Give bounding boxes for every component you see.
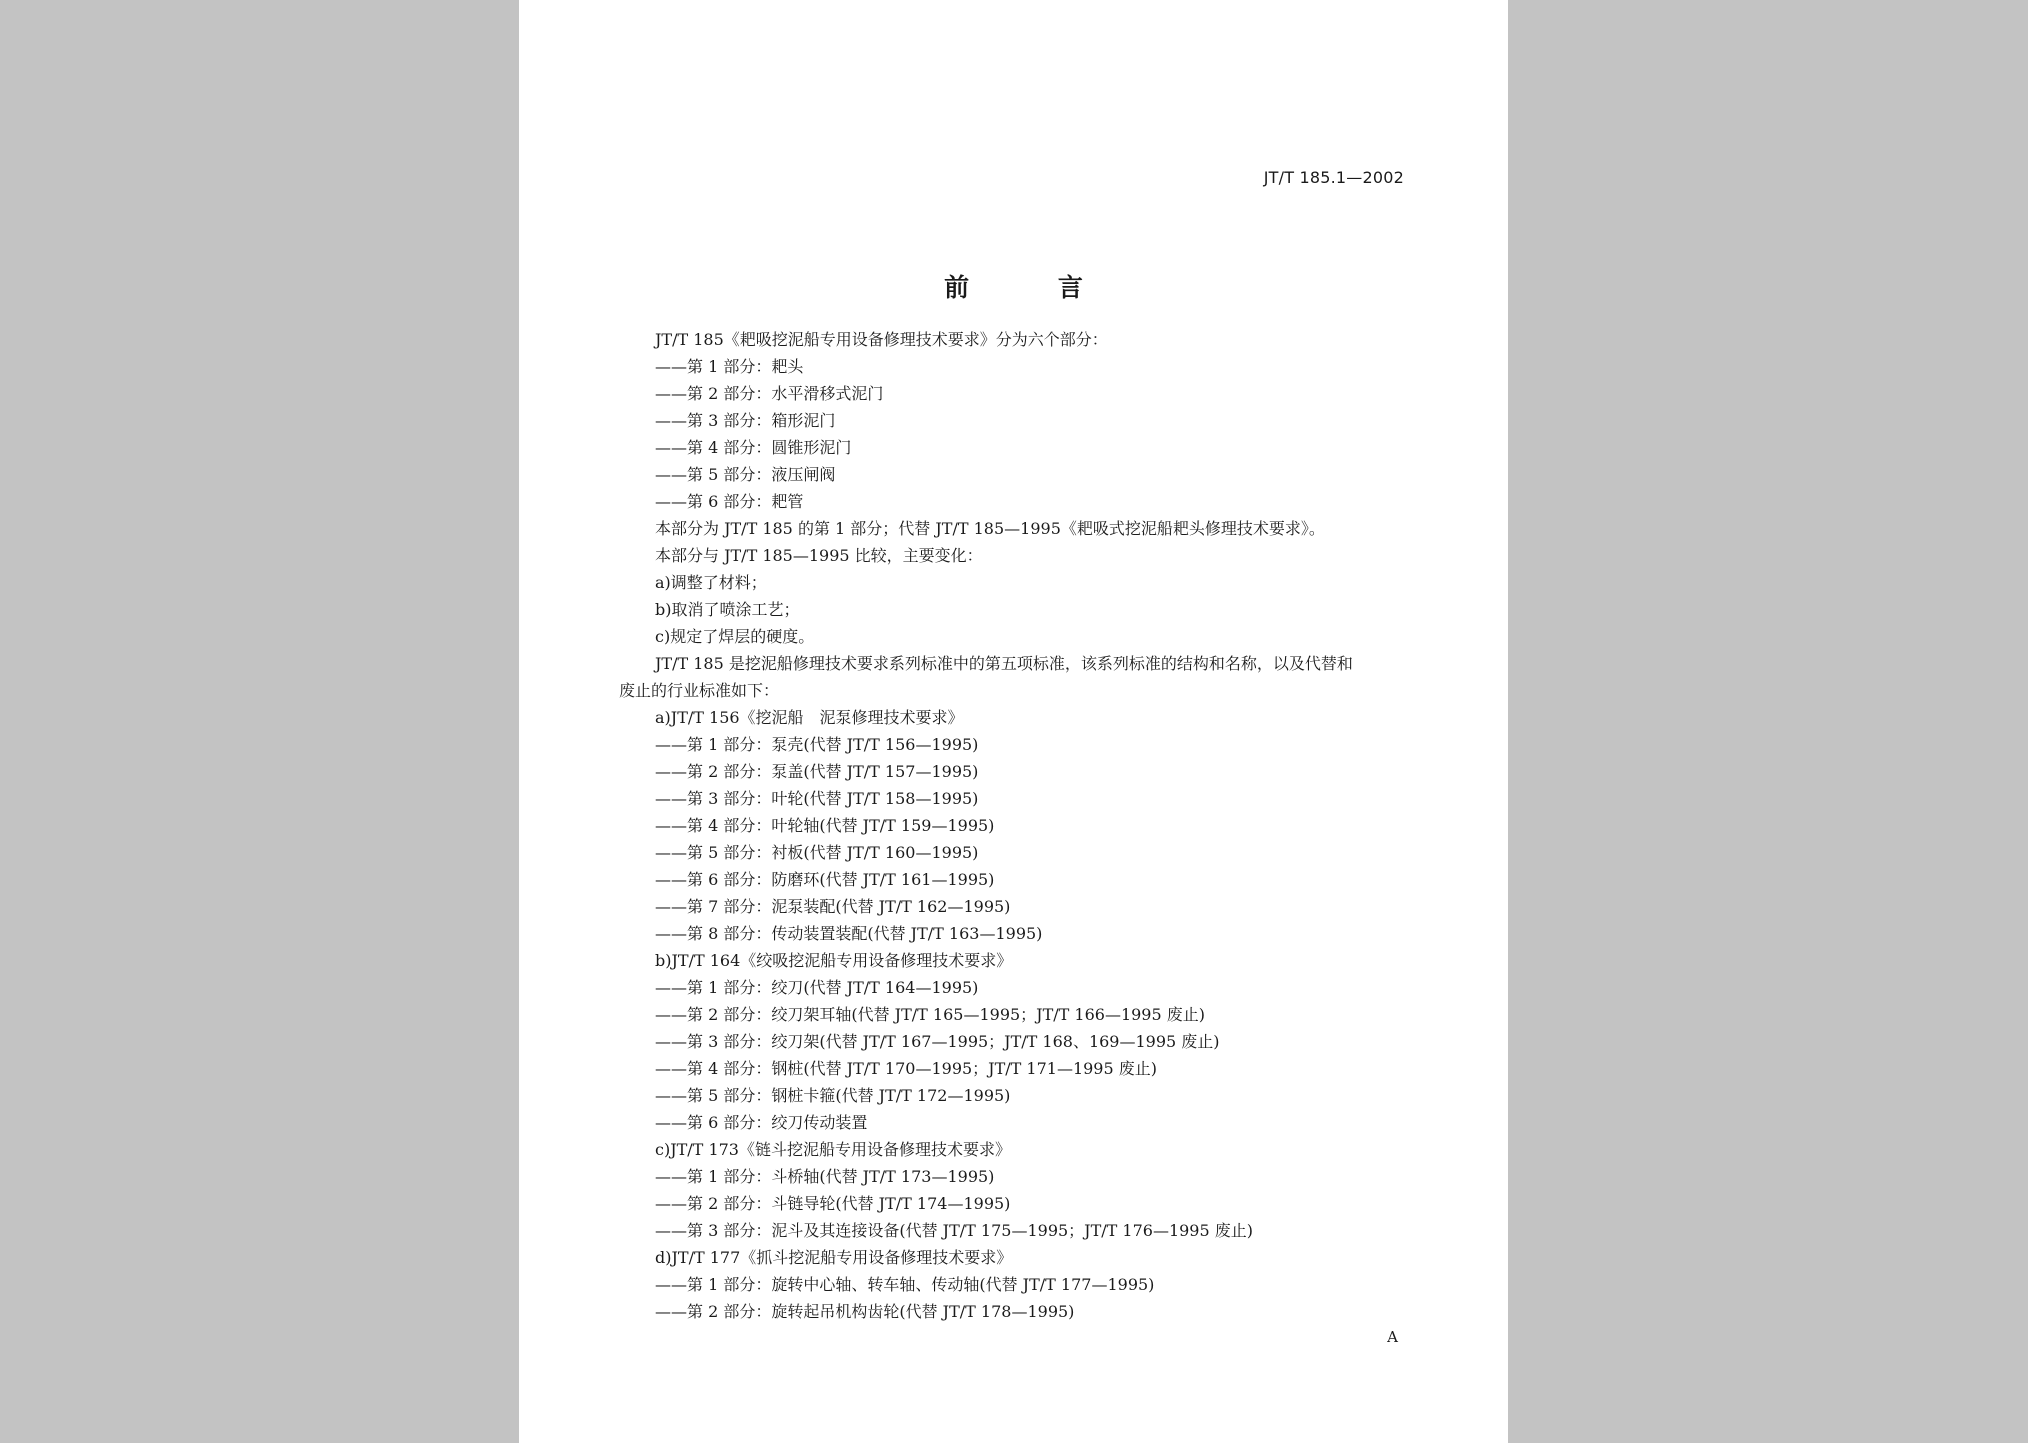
list-item: ——第 1 部分：斗桥轴(代替 JT/T 173—1995) (655, 1167, 995, 1186)
list-item: ——第 5 部分：衬板(代替 JT/T 160—1995) (655, 843, 979, 862)
list-item: ——第 1 部分：旋转中心轴、转车轴、传动轴(代替 JT/T 177—1995) (655, 1275, 1155, 1294)
standard-code: JT/T 185.1—2002 (1263, 168, 1404, 187)
list-item: ——第 5 部分：液压闸阀 (655, 465, 836, 484)
text-line: 本部分为 JT/T 185 的第 1 部分；代替 JT/T 185—1995《耙吸式挖泥船耙头修理技术要求》。 (655, 519, 1325, 538)
list-item: ——第 3 部分：叶轮(代替 JT/T 158—1995) (655, 789, 979, 808)
list-item: c)JT/T 173《链斗挖泥船专用设备修理技术要求》 (655, 1140, 1011, 1159)
list-item: b)JT/T 164《绞吸挖泥船专用设备修理技术要求》 (655, 951, 1013, 970)
document-body (619, 326, 1425, 1325)
list-item: ——第 8 部分：传动装置装配(代替 JT/T 163—1995) (655, 924, 1043, 943)
list-item: ——第 7 部分：泥泵装配(代替 JT/T 162—1995) (655, 897, 1011, 916)
document-page (519, 0, 1508, 1443)
list-item: a)调整了材料； (655, 573, 767, 592)
list-item: ——第 6 部分：绞刀传动装置 (655, 1113, 868, 1132)
list-item: ——第 2 部分：泵盖(代替 JT/T 157—1995) (655, 762, 979, 781)
page-title: 前 言 (944, 273, 1123, 302)
list-item: d)JT/T 177《抓斗挖泥船专用设备修理技术要求》 (655, 1248, 1013, 1267)
list-item: c)规定了焊层的硬度。 (655, 627, 815, 646)
text-line: JT/T 185 是挖泥船修理技术要求系列标准中的第五项标准，该系列标准的结构和名称，以及代替和 (655, 654, 1353, 673)
list-item: ——第 4 部分：圆锥形泥门 (655, 438, 852, 457)
text-line: JT/T 185《耙吸挖泥船专用设备修理技术要求》分为六个部分： (655, 330, 1108, 349)
list-item: ——第 1 部分：泵壳(代替 JT/T 156—1995) (655, 735, 979, 754)
list-item: ——第 3 部分：绞刀架(代替 JT/T 167—1995；JT/T 168、169—1995 废止) (655, 1032, 1220, 1051)
list-item: ——第 2 部分：绞刀架耳轴(代替 JT/T 165—1995；JT/T 166—1995 废止) (655, 1005, 1205, 1024)
page-marker: A (1387, 1328, 1398, 1346)
list-item: ——第 3 部分：泥斗及其连接设备(代替 JT/T 175—1995；JT/T 176—1995 废止) (655, 1221, 1253, 1240)
list-item: ——第 1 部分：耙头 (655, 357, 804, 376)
list-item: ——第 1 部分：绞刀(代替 JT/T 164—1995) (655, 978, 979, 997)
list-item: ——第 4 部分：叶轮轴(代替 JT/T 159—1995) (655, 816, 995, 835)
list-item: b)取消了喷涂工艺； (655, 600, 800, 619)
list-item: ——第 6 部分：耙管 (655, 492, 804, 511)
list-item: ——第 2 部分：旋转起吊机构齿轮(代替 JT/T 178—1995) (655, 1302, 1075, 1321)
list-item: ——第 2 部分：斗链导轮(代替 JT/T 174—1995) (655, 1194, 1011, 1213)
text-line: 本部分与 JT/T 185—1995 比较，主要变化： (655, 546, 983, 565)
list-item: ——第 2 部分：水平滑移式泥门 (655, 384, 884, 403)
list-item: ——第 4 部分：钢桩(代替 JT/T 170—1995；JT/T 171—1995 废止) (655, 1059, 1157, 1078)
list-item: ——第 5 部分：钢桩卡箍(代替 JT/T 172—1995) (655, 1086, 1011, 1105)
list-item: ——第 3 部分：箱形泥门 (655, 411, 836, 430)
list-item: a)JT/T 156《挖泥船 泥泵修理技术要求》 (655, 708, 964, 727)
text-line: 废止的行业标准如下： (619, 681, 780, 700)
list-item: ——第 6 部分：防磨环(代替 JT/T 161—1995) (655, 870, 995, 889)
